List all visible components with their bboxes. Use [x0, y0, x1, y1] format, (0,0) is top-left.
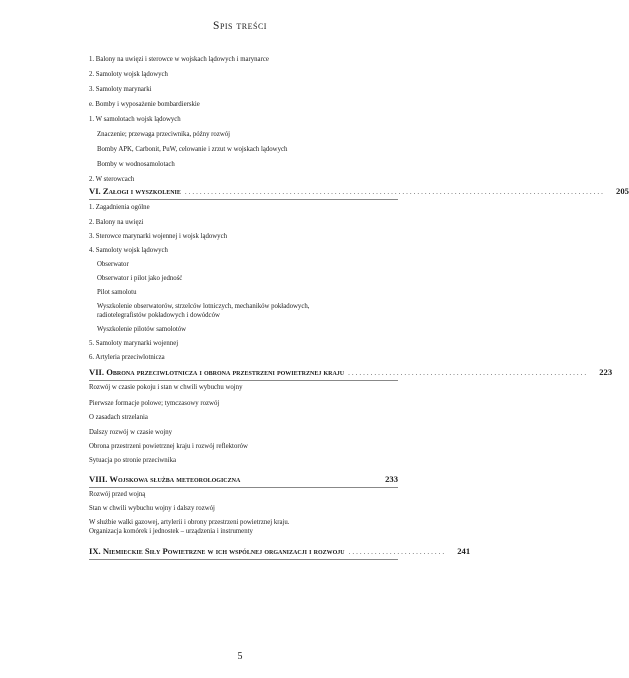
chapter-heading-ix[interactable] — [89, 546, 471, 556]
chapter-page-number: 223 — [599, 367, 613, 377]
chapter-page-number: 241 — [457, 546, 471, 556]
dot-leader: ................................................................................................................ — [184, 188, 605, 196]
chapter-page-number: 205 — [616, 186, 629, 196]
toc-entry[interactable]: 2. Balony na uwięzi — [89, 219, 144, 226]
toc-entry[interactable]: 3. Sterowce marynarki wojennej i wojsk lądowych — [89, 233, 227, 240]
toc-subentry[interactable]: Obserwator — [97, 261, 129, 268]
toc-entry[interactable]: Obrona przestrzeni powietrznej kraju i rozwój reflektorów — [89, 443, 248, 450]
divider — [89, 559, 398, 560]
toc-entry[interactable]: 6. Artyleria przeciwlotnicza — [89, 354, 165, 361]
toc-subentry[interactable]: Bomby w wodnosamolotach — [97, 161, 175, 168]
toc-subentry[interactable]: Wyszkolenie obserwatorów, strzelców lotniczych, mechaników pokładowych, — [97, 303, 310, 310]
toc-entry[interactable]: Rozwój przed wojną — [89, 491, 146, 498]
chapter-heading-vii[interactable] — [89, 367, 613, 377]
divider — [89, 487, 398, 488]
chapter-heading-vi[interactable] — [89, 186, 629, 196]
chapter-title: IX. Niemieckie Siły Powietrzne w ich wspólnej organizacji i rozwoju — [89, 546, 345, 556]
chapter-title: VII. Obrona przeciwlotnicza i obrona przestrzeni powietrznej kraju — [89, 367, 345, 377]
dot-leader: .......................... — [348, 548, 447, 556]
toc-subentry[interactable]: Pilot samolotu — [97, 289, 137, 296]
toc-entry[interactable]: Rozwój w czasie pokoju i stan w chwili wybuchu wojny — [89, 384, 243, 391]
toc-entry[interactable]: Dalszy rozwój w czasie wojny — [89, 429, 173, 436]
page-header: Spis treści — [213, 20, 267, 32]
dot-leader: ................................................................ — [348, 369, 589, 377]
chapter-title: VIII. Wojskowa służba meteorologiczna — [89, 474, 241, 484]
chapter-title: VI. Załogi i wyszkolenie — [89, 186, 181, 196]
toc-entry-continued[interactable]: Organizacja komórek i jednostek – urządzenia i instrumenty — [89, 528, 253, 535]
page-number: 5 — [237, 651, 243, 662]
toc-entry[interactable]: W służbie walki gazowej, artylerii i obrony przestrzeni powietrznej kraju. — [89, 519, 290, 526]
chapter-heading-viii[interactable] — [89, 474, 398, 484]
divider — [89, 380, 398, 381]
toc-entry[interactable]: Stan w chwili wybuchu wojny i dalszy rozwój — [89, 505, 215, 512]
chapter-page-number: 233 — [385, 474, 398, 484]
toc-entry[interactable]: 4. Samoloty wojsk lądowych — [89, 247, 168, 254]
toc-entry[interactable]: 5. Samoloty marynarki wojennej — [89, 340, 179, 347]
toc-entry[interactable]: 1. Zagadnienia ogólne — [89, 204, 150, 211]
toc-entry[interactable]: 1. W samolotach wojsk lądowych — [89, 116, 181, 123]
toc-entry[interactable]: 3. Samoloty marynarki — [89, 86, 152, 93]
toc-entry[interactable]: 2. Samoloty wojsk lądowych — [89, 71, 168, 78]
toc-subentry[interactable]: Znaczenie; przewaga przeciwnika, późny rozwój — [97, 131, 231, 138]
toc-entry[interactable]: 2. W sterowcach — [89, 176, 135, 183]
toc-subentry[interactable]: Wyszkolenie pilotów samolotów — [97, 326, 187, 333]
toc-entry[interactable]: Sytuacja po stronie przeciwnika — [89, 457, 177, 464]
divider — [89, 199, 398, 200]
toc-subentry[interactable]: Bomby APK, Carbonit, PuW, celowanie i zrzut w wojskach lądowych — [97, 146, 288, 153]
toc-entry[interactable]: 1. Balony na uwięzi i sterowce w wojskach lądowych i marynarce — [89, 56, 269, 63]
toc-entry[interactable]: O zasadach strzelania — [89, 414, 148, 421]
toc-entry[interactable]: e. Bomby i wyposażenie bombardierskie — [89, 101, 200, 108]
toc-entry[interactable]: Pierwsze formacje polowe; tymczasowy rozwój — [89, 400, 220, 407]
toc-subentry[interactable]: Obserwator i pilot jako jedność — [97, 275, 183, 282]
toc-subentry-continued[interactable]: radiotelegrafistów pokładowych i dowódców — [97, 312, 220, 319]
